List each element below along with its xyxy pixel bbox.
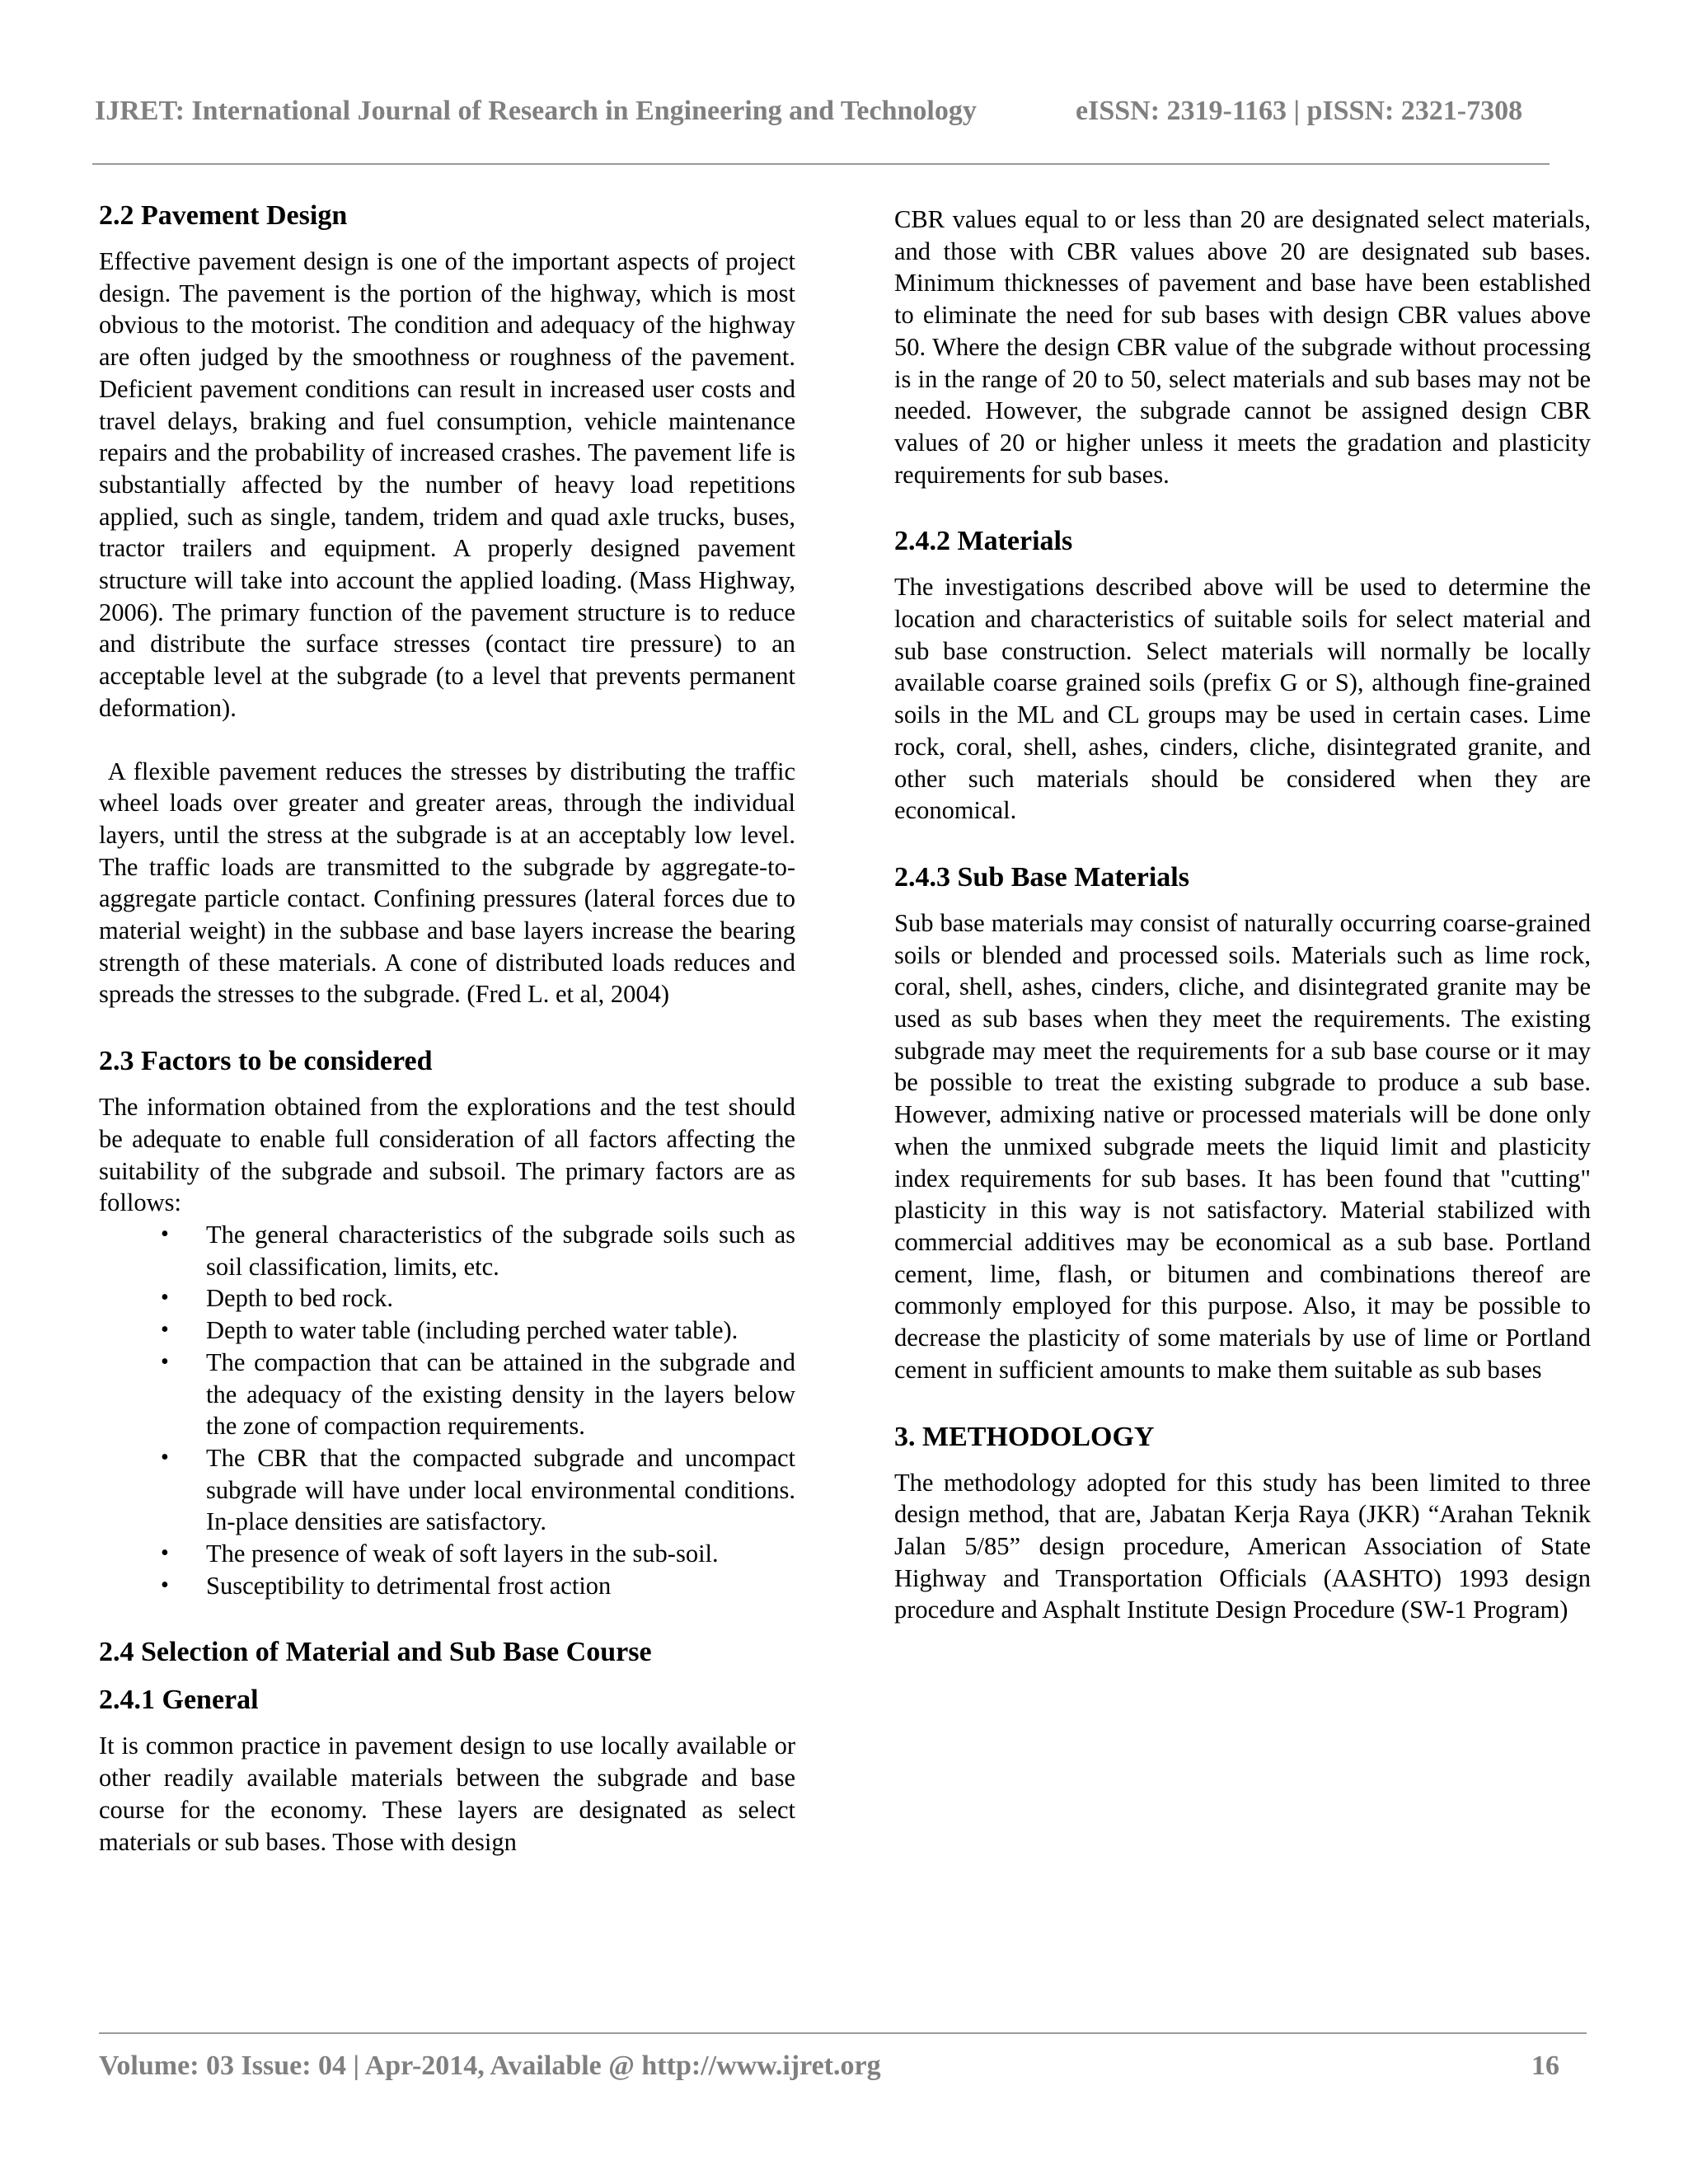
paragraph-general-continued: CBR values equal to or less than 20 are designated select materials, and those with CBR values above 20 are designated sub bases. Minimum thicknesses of pavement and base have been established to eliminate the need for sub bases with design CBR values above 50. Where the design CBR value of the subgrade without processing is in the range of 20 to 50, select materials and sub bases may not be needed. However, the subgrade cannot be assigned design CBR values of 20 or higher unless it meets the gradation and plasticity requirements for sub bases.	[894, 205, 1591, 489]
section-heading-3: 3. METHODOLOGY	[894, 1421, 1155, 1452]
list-item: • The compaction that can be attained in the subgrade and the adequacy of the existing density in the layers below the zone of compaction requirements.	[161, 1347, 795, 1441]
factors-list	[99, 1219, 795, 1601]
paragraph-pavement-design-1: Effective pavement design is one of the important aspects of project design. The pavement is the portion of the highway, which is most obvious to the motorist. The condition and adequacy of the highway are often judged by the smoothness or roughness of the pavement. Deficient pavement conditions can result in increased user costs and travel delays, braking and fuel consumption, vehicle maintenance repairs and the probability of increased crashes. The pavement life is substantially affected by the number of heavy load repetitions applied, such as single, tandem, tridem and quad axle trucks, buses, tractor trailers and equipment. A properly designed pavement structure will take into account the applied loading. (Mass Highway, 2006). The primary function of the pavement structure is to reduce and distribute the surface stresses (contact tire pressure) to an acceptable level at the subgrade (to a level that prevents permanent deformation).	[99, 247, 795, 722]
paragraph-materials: The investigations described above will be used to determine the location and characteristics of suitable soils for select material and sub base construction. Select materials will normally be locally available coarse grained soils (prefix G or S), although fine-grained soils in the ML and CL groups may be used in certain cases. Lime rock, coral, shell, ashes, cinders, cliche, disintegrated granite, and other such materials should be considered when they are economical.	[894, 573, 1591, 825]
issn-numbers: eISSN: 2319-1163 | pISSN: 2321-7308	[1076, 96, 1523, 126]
list-item: • Depth to bed rock.	[161, 1284, 393, 1313]
page-number: 16	[1531, 2050, 1559, 2081]
footer-divider	[99, 2032, 1587, 2034]
paragraph-factors-intro: The information obtained from the explorations and the test should be adequate to enable full consideration of all factors affecting the suitability of the subgrade and subsoil. The primary factors are as follows:	[99, 1093, 795, 1217]
left-column	[99, 198, 795, 1858]
page-header	[95, 96, 1545, 138]
paragraph-sub-base-materials: Sub base materials may consist of naturally occurring coarse-grained soils or blended and processed soils. Materials such as lime rock, coral, shell, ashes, cinders, cliche, and disintegrated granite may be used as sub bases when they meet the requirements. The existing subgrade may meet the requirements for a sub base course or it may be possible to treat the existing subgrade to produce a sub base. However, admixing native or processed materials will be done only when the unmixed subgrade meets the liquid limit and plasticity index requirements for sub bases. It has been found that "cutting" plasticity in this way is not satisfactory. Material stabilized with commercial additives may be economical as a sub base. Portland cement, lime, flash, or bitumen and combinations thereof are commonly employed for this purpose. Also, it may be possible to decrease the plasticity of some materials by use of lime or Portland cement in sufficient amounts to make them suitable as sub bases	[894, 908, 1591, 1384]
section-heading-2-4-3: 2.4.3 Sub Base Materials	[894, 861, 1189, 893]
section-heading-2-2: 2.2 Pavement Design	[99, 200, 348, 231]
footer-volume-info: Volume: 03 Issue: 04 | Apr-2014, Available @ http://www.ijret.org	[99, 2050, 881, 2081]
right-column	[894, 204, 1591, 1626]
list-item: • The general characteristics of the subgrade soils such as soil classification, limits, etc.	[161, 1220, 795, 1281]
section-heading-2-4-2: 2.4.2 Materials	[894, 526, 1073, 557]
section-heading-2-3: 2.3 Factors to be considered	[99, 1046, 433, 1077]
paragraph-methodology: The methodology adopted for this study has been limited to three design method, that are, Jabatan Kerja Raya (JKR) “Arahan Teknik Jalan 5/85” design procedure, American Association of State Highway and Transportation Officials (AASHTO) 1993 design procedure and Asphalt Institute Design Procedure (SW-1 Program)	[894, 1468, 1591, 1624]
header-divider	[92, 163, 1550, 165]
list-item: • The CBR that the compacted subgrade and uncompact subgrade will have under local environmental conditions. In-place densities are satisfactory.	[161, 1443, 795, 1536]
section-heading-2-4: 2.4 Selection of Material and Sub Base Course	[99, 1637, 652, 1668]
list-item: • Susceptibility to detrimental frost action	[161, 1571, 612, 1600]
list-item: • Depth to water table (including perched water table).	[161, 1316, 738, 1345]
paragraph-general: It is common practice in pavement design to use locally available or other readily available materials between the subgrade and base course for the economy. These layers are designated as select materials or sub bases. Those with design	[99, 1732, 795, 1856]
list-item: • The presence of weak of soft layers in the sub-soil.	[161, 1540, 719, 1568]
paragraph-pavement-design-2: A flexible pavement reduces the stresses by distributing the traffic wheel loads over greater and greater areas, through the individual layers, until the stress at the subgrade is at an acceptably low level. The traffic loads are transmitted to the subgrade by aggregate-to-aggregate particle contact. Confining pressures (lateral forces due to material weight) in the subbase and base layers increase the bearing strength of these materials. A cone of distributed loads reduces and spreads the stresses to the subgrade. (Fred L. et al, 2004)	[99, 757, 795, 1009]
section-heading-2-4-1: 2.4.1 General	[99, 1685, 259, 1716]
journal-title: IJRET: International Journal of Research in Engineering and Technology	[95, 96, 977, 126]
